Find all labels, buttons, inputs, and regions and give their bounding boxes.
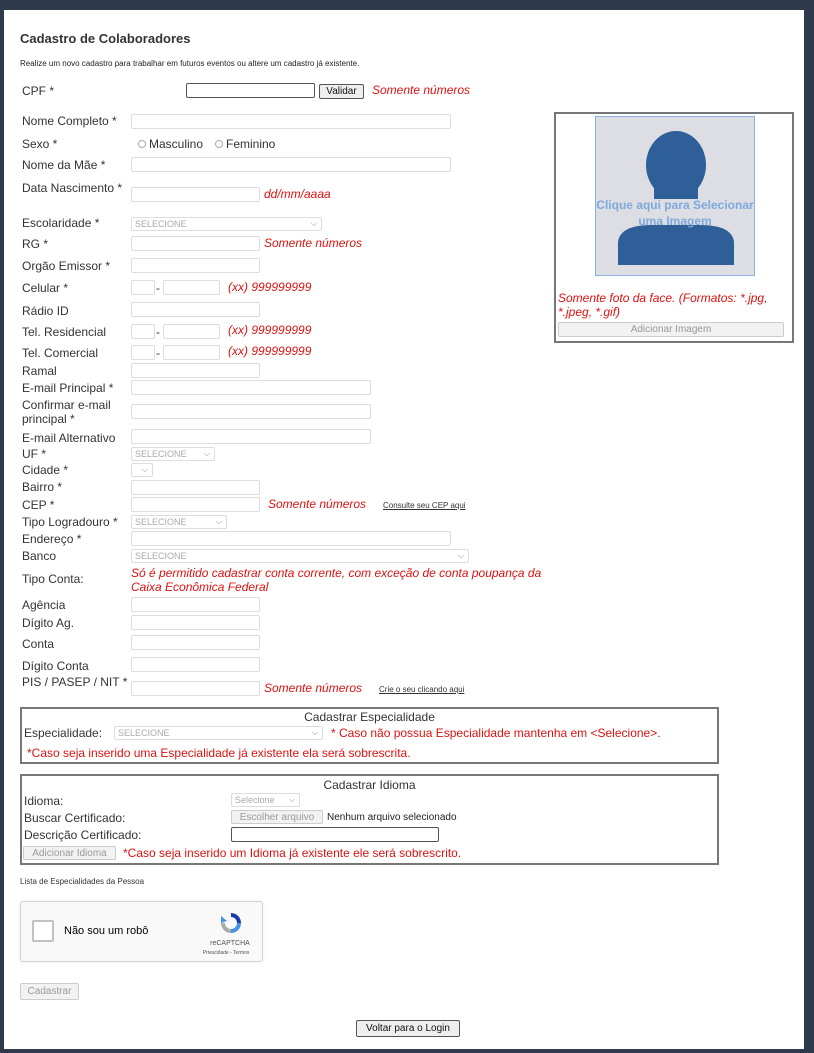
especialidade-legend: Cadastrar Especialidade bbox=[304, 710, 435, 724]
recaptcha-widget bbox=[20, 901, 263, 962]
sexo-feminino-radio[interactable] bbox=[215, 140, 223, 148]
sexo-feminino-label: Feminino bbox=[226, 137, 276, 151]
data-nascimento-input[interactable] bbox=[131, 187, 260, 202]
recaptcha-checkbox[interactable] bbox=[32, 920, 54, 942]
celular-label: Celular * bbox=[22, 281, 69, 295]
email-alternativo-label: E-mail Alternativo bbox=[22, 431, 116, 445]
chevron-down-icon: ⌵ bbox=[310, 219, 317, 228]
bairro-input[interactable] bbox=[131, 480, 260, 495]
rg-label: RG * bbox=[22, 237, 49, 251]
tel-residencial-label: Tel. Residencial bbox=[22, 325, 107, 339]
photo-hint: Somente foto da face. (Formatos: *.jpg, *.jpeg, *.gif) bbox=[558, 291, 768, 319]
buscar-certificado-label: Buscar Certificado: bbox=[24, 811, 126, 825]
tel-comercial-hint: (xx) 999999999 bbox=[228, 344, 312, 358]
photo-placeholder[interactable] bbox=[595, 116, 755, 276]
idioma-label: Idioma: bbox=[24, 794, 64, 808]
pis-hint: Somente números bbox=[264, 681, 363, 695]
crie-pis-link[interactable]: Crie o seu clicando aqui bbox=[379, 685, 465, 694]
celular-number-input[interactable] bbox=[163, 280, 220, 295]
idioma-select[interactable]: Selecione ⌵ bbox=[231, 793, 300, 807]
tel-comercial-number-input[interactable] bbox=[163, 345, 220, 360]
nome-completo-input[interactable] bbox=[131, 114, 451, 129]
nome-mae-label: Nome da Mãe * bbox=[22, 158, 106, 172]
lista-especialidades-label: Lista de Especialidades da Pessoa bbox=[20, 877, 145, 886]
right-frame-border bbox=[804, 10, 814, 1053]
orgao-emissor-input[interactable] bbox=[131, 258, 260, 273]
cep-input[interactable] bbox=[131, 497, 260, 512]
cidade-label: Cidade * bbox=[22, 463, 69, 477]
ramal-label: Ramal bbox=[22, 364, 57, 378]
agencia-label: Agência bbox=[22, 598, 66, 612]
escolaridade-label: Escolaridade * bbox=[22, 216, 100, 230]
pis-input[interactable] bbox=[131, 681, 260, 696]
ramal-input[interactable] bbox=[131, 363, 260, 378]
banco-select[interactable]: SELECIONE ⌵ bbox=[131, 549, 469, 563]
especialidade-warning: *Caso seja inserido uma Especialidade já existente ela será sobrescrita. bbox=[27, 746, 411, 760]
tel-comercial-separator: - bbox=[156, 346, 160, 360]
cpf-label: CPF * bbox=[22, 84, 55, 98]
conta-input[interactable] bbox=[131, 635, 260, 650]
tipo-logradouro-label: Tipo Logradouro * bbox=[22, 515, 118, 529]
tipo-logradouro-select[interactable]: SELECIONE ⌵ bbox=[131, 515, 227, 529]
email-principal-label: E-mail Principal * bbox=[22, 381, 114, 395]
descricao-certificado-label: Descrição Certificado: bbox=[24, 828, 142, 842]
chevron-down-icon: ⌵ bbox=[457, 551, 464, 560]
digito-ag-input[interactable] bbox=[131, 615, 260, 630]
cpf-hint: Somente números bbox=[372, 83, 471, 97]
celular-hint: (xx) 999999999 bbox=[228, 280, 312, 294]
photo-panel bbox=[554, 112, 794, 343]
orgao-emissor-label: Orgão Emissor * bbox=[22, 259, 111, 273]
top-bar bbox=[0, 0, 814, 10]
add-image-button[interactable]: Adicionar Imagem bbox=[558, 322, 784, 337]
tipo-conta-label: Tipo Conta: bbox=[22, 572, 84, 586]
voltar-login-button[interactable]: Voltar para o Login bbox=[356, 1020, 460, 1037]
file-status: Nenhum arquivo selecionado bbox=[327, 812, 457, 823]
celular-separator: - bbox=[156, 281, 160, 295]
photo-placeholder-text: Clique aqui para Selecionar uma Imagem bbox=[596, 198, 754, 228]
tel-comercial-ddd-input[interactable] bbox=[131, 345, 155, 360]
descricao-certificado-input[interactable] bbox=[231, 827, 439, 842]
idioma-warning: *Caso seja inserido um Idioma já existente ele será sobrescrito. bbox=[123, 846, 462, 860]
nome-completo-label: Nome Completo * bbox=[22, 114, 117, 128]
pis-label: PIS / PASEP / NIT * bbox=[22, 675, 128, 689]
digito-ag-label: Dígito Ag. bbox=[22, 616, 75, 630]
cep-label: CEP * bbox=[22, 498, 55, 512]
person-silhouette-icon bbox=[596, 117, 754, 275]
tel-residencial-ddd-input[interactable] bbox=[131, 324, 155, 339]
especialidade-select[interactable]: SELECIONE ⌵ bbox=[114, 726, 323, 740]
uf-select[interactable]: SELECIONE ⌵ bbox=[131, 447, 215, 461]
digito-conta-label: Dígito Conta bbox=[22, 659, 89, 673]
recaptcha-links[interactable]: Privacidade - Termos bbox=[202, 950, 250, 956]
chevron-down-icon: ⌵ bbox=[203, 449, 210, 458]
cadastrar-button[interactable]: Cadastrar bbox=[20, 983, 79, 1000]
data-nascimento-label: Data Nascimento * bbox=[22, 181, 123, 195]
confirmar-email-label: Confirmar e-mail principal * bbox=[22, 398, 111, 426]
rg-input[interactable] bbox=[131, 236, 260, 251]
chevron-down-icon: ⌵ bbox=[215, 517, 222, 526]
tel-comercial-label: Tel. Comercial bbox=[22, 346, 99, 360]
endereco-label: Endereço * bbox=[22, 532, 82, 546]
radio-id-input[interactable] bbox=[131, 302, 260, 317]
celular-ddd-input[interactable] bbox=[131, 280, 155, 295]
uf-label: UF * bbox=[22, 447, 46, 461]
radio-id-label: Rádio ID bbox=[22, 304, 69, 318]
consulte-cep-link[interactable]: Consulte seu CEP aqui bbox=[383, 501, 466, 510]
cidade-select[interactable] bbox=[131, 463, 153, 477]
cpf-input[interactable] bbox=[186, 83, 315, 98]
email-alternativo-input[interactable] bbox=[131, 429, 371, 444]
tipo-conta-hint: Só é permitido cadastrar conta corrente, com exceção de conta poupança da Caixa Econômica Federal bbox=[131, 566, 542, 594]
email-principal-input[interactable] bbox=[131, 380, 371, 395]
banco-label: Banco bbox=[22, 549, 57, 563]
validate-cpf-button[interactable]: Validar bbox=[319, 84, 364, 99]
agencia-input[interactable] bbox=[131, 597, 260, 612]
recaptcha-brand: reCAPTCHA bbox=[210, 940, 250, 947]
bairro-label: Bairro * bbox=[22, 480, 63, 494]
escolaridade-select[interactable]: SELECIONE ⌵ bbox=[131, 217, 322, 231]
nome-mae-input[interactable] bbox=[131, 157, 451, 172]
sexo-label: Sexo * bbox=[22, 137, 58, 151]
cep-hint: Somente números bbox=[268, 497, 367, 511]
especialidade-hint: * Caso não possua Especialidade mantenha em <Selecione>. bbox=[331, 726, 661, 740]
page-title: Cadastro de Colaboradores bbox=[20, 31, 191, 46]
bottom-frame-border bbox=[0, 1049, 814, 1053]
idioma-legend: Cadastrar Idioma bbox=[323, 778, 416, 792]
rg-hint: Somente números bbox=[264, 236, 363, 250]
chevron-down-icon: ⌵ bbox=[311, 728, 318, 737]
recaptcha-label: Não sou um robô bbox=[64, 925, 149, 937]
especialidade-label: Especialidade: bbox=[24, 726, 103, 740]
confirmar-email-input[interactable] bbox=[131, 404, 371, 419]
conta-label: Conta bbox=[22, 637, 55, 651]
data-nascimento-hint: dd/mm/aaaa bbox=[264, 187, 331, 201]
left-frame-border bbox=[0, 10, 4, 1053]
tel-residencial-number-input[interactable] bbox=[163, 324, 220, 339]
add-idioma-button[interactable]: Adicionar Idioma bbox=[23, 846, 116, 860]
page-subtitle: Realize um novo cadastro para trabalhar em futuros eventos ou altere um cadastro já existente. bbox=[20, 59, 360, 68]
sexo-masculino-label: Masculino bbox=[149, 137, 204, 151]
sexo-masculino-radio[interactable] bbox=[138, 140, 146, 148]
tel-residencial-separator: - bbox=[156, 325, 160, 339]
recaptcha-logo-icon bbox=[218, 910, 244, 936]
digito-conta-input[interactable] bbox=[131, 657, 260, 672]
endereco-input[interactable] bbox=[131, 531, 451, 546]
choose-file-button[interactable]: Escolher arquivo bbox=[231, 810, 323, 824]
chevron-down-icon: ⌵ bbox=[288, 795, 295, 804]
tel-residencial-hint: (xx) 999999999 bbox=[228, 323, 312, 337]
chevron-down-icon: ⌵ bbox=[141, 465, 148, 474]
